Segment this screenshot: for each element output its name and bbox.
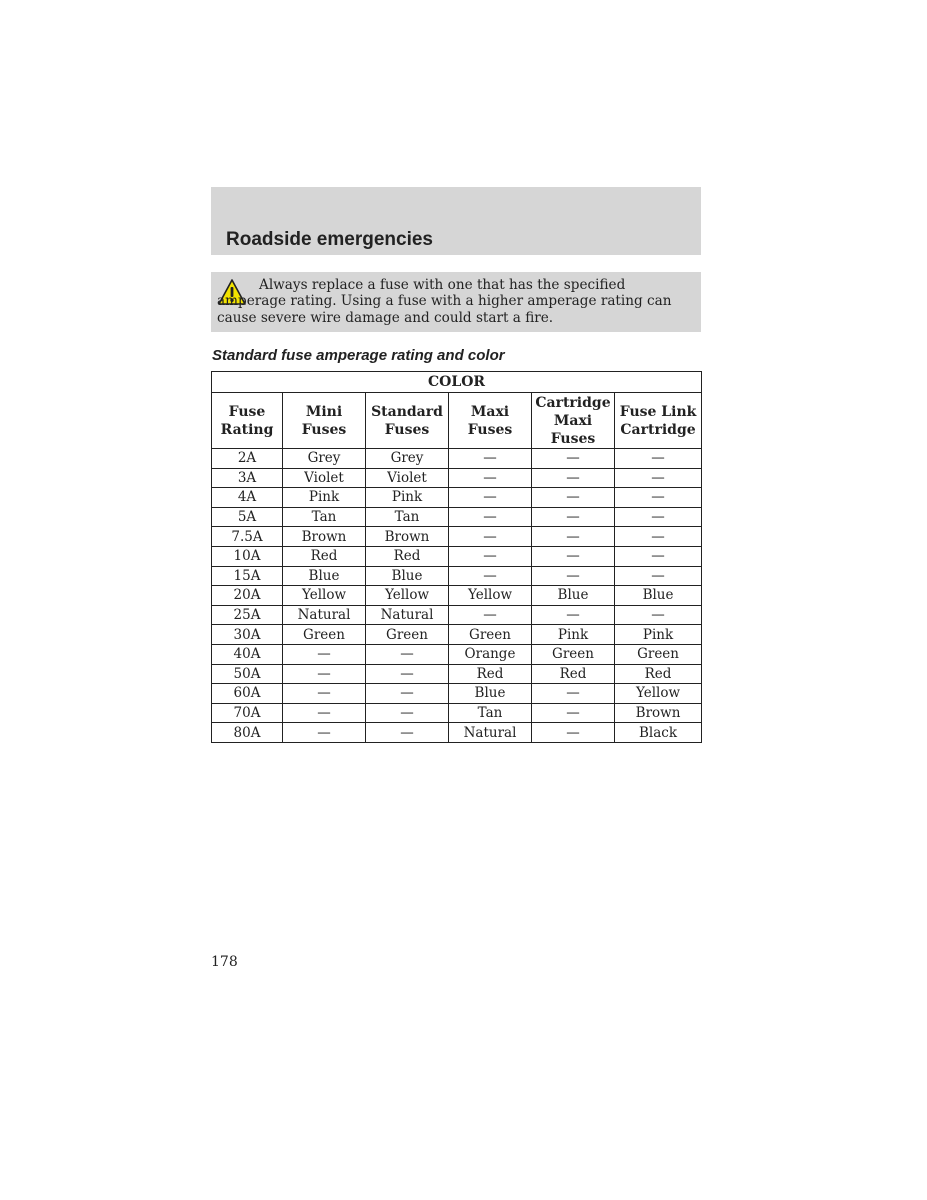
table-cell: Red xyxy=(366,546,449,566)
table-cell: Grey xyxy=(283,449,366,469)
table-row xyxy=(212,586,702,606)
table-cell: Black xyxy=(615,723,702,743)
table-row xyxy=(212,566,702,586)
table-cell: Grey xyxy=(366,449,449,469)
warning-text: Always replace a fuse with one that has the specified amperage rating. Using a fuse with a higher amperage rating can cause severe wire damage and could start a fire. xyxy=(217,277,672,326)
table-cell: Red xyxy=(615,664,702,684)
column-header-line: Fuses xyxy=(384,421,430,438)
table-cell: Yellow xyxy=(449,586,532,606)
table-cell: — xyxy=(366,723,449,743)
table-cell: — xyxy=(283,684,366,704)
table-cell: Green xyxy=(449,625,532,645)
table-cell: 3A xyxy=(212,468,283,488)
table-cell: — xyxy=(532,566,615,586)
table-cell: 70A xyxy=(212,703,283,723)
table-cell: Natural xyxy=(366,605,449,625)
table-cell: 25A xyxy=(212,605,283,625)
table-cell: Yellow xyxy=(615,684,702,704)
column-header-line: Fuse xyxy=(228,403,266,420)
table-row xyxy=(212,684,702,704)
page-number: 178 xyxy=(211,954,238,970)
table-cell: — xyxy=(615,566,702,586)
section-title: Roadside emergencies xyxy=(226,229,433,250)
table-cell: Blue xyxy=(532,586,615,606)
table-cell: — xyxy=(449,605,532,625)
table-cell: Red xyxy=(532,664,615,684)
table-cell: Orange xyxy=(449,644,532,664)
table-cell: Pink xyxy=(615,625,702,645)
table-cell: Brown xyxy=(283,527,366,547)
table-caption: Standard fuse amperage rating and color xyxy=(212,347,505,364)
table-cell: — xyxy=(449,546,532,566)
color-group-header: COLOR xyxy=(212,372,702,393)
table-cell: Pink xyxy=(283,488,366,508)
table-row xyxy=(212,605,702,625)
table-row xyxy=(212,527,702,547)
column-header-line: Cartridge xyxy=(535,394,611,411)
table-cell: Green xyxy=(532,644,615,664)
table-row xyxy=(212,723,702,743)
table-cell: — xyxy=(532,684,615,704)
table-cell: — xyxy=(449,488,532,508)
table-cell: — xyxy=(449,449,532,469)
column-header-line: Cartridge xyxy=(620,421,696,438)
table-cell: — xyxy=(283,644,366,664)
table-cell: — xyxy=(366,664,449,684)
table-cell: 80A xyxy=(212,723,283,743)
table-cell: — xyxy=(449,527,532,547)
section-header-band xyxy=(211,187,701,255)
table-cell: — xyxy=(615,449,702,469)
table-row xyxy=(212,644,702,664)
column-header xyxy=(212,393,283,449)
table-cell: — xyxy=(532,723,615,743)
column-header xyxy=(615,393,702,449)
column-header xyxy=(449,393,532,449)
table-cell: — xyxy=(615,507,702,527)
table-cell: — xyxy=(532,546,615,566)
table-cell: Natural xyxy=(283,605,366,625)
table-cell: Green xyxy=(283,625,366,645)
table-cell: 5A xyxy=(212,507,283,527)
table-cell: 30A xyxy=(212,625,283,645)
table-cell: 10A xyxy=(212,546,283,566)
table-cell: Tan xyxy=(366,507,449,527)
table-row xyxy=(212,664,702,684)
column-header xyxy=(366,393,449,449)
table-cell: 50A xyxy=(212,664,283,684)
table-cell: — xyxy=(449,507,532,527)
table-cell: Pink xyxy=(532,625,615,645)
table-cell: — xyxy=(366,703,449,723)
table-cell: Tan xyxy=(283,507,366,527)
table-cell: 2A xyxy=(212,449,283,469)
table-cell: — xyxy=(366,644,449,664)
table-cell: — xyxy=(532,507,615,527)
table-cell: — xyxy=(283,703,366,723)
table-cell: — xyxy=(366,684,449,704)
table-cell: Blue xyxy=(449,684,532,704)
table-row xyxy=(212,546,702,566)
table-cell: — xyxy=(615,605,702,625)
table-cell: Violet xyxy=(366,468,449,488)
table-cell: 20A xyxy=(212,586,283,606)
column-header xyxy=(283,393,366,449)
table-cell: Green xyxy=(615,644,702,664)
table-cell: Blue xyxy=(615,586,702,606)
table-cell: — xyxy=(449,566,532,586)
table-cell: — xyxy=(532,488,615,508)
table-cell: 15A xyxy=(212,566,283,586)
fuse-table-body xyxy=(212,449,702,743)
table-cell: 7.5A xyxy=(212,527,283,547)
table-cell: 60A xyxy=(212,684,283,704)
column-header-line: Mini xyxy=(305,403,343,420)
table-row xyxy=(212,625,702,645)
column-header-line: Fuses xyxy=(467,421,513,438)
table-cell: Pink xyxy=(366,488,449,508)
table-cell: Natural xyxy=(449,723,532,743)
table-cell: Blue xyxy=(366,566,449,586)
table-row xyxy=(212,488,702,508)
column-header-line: Fuse Link xyxy=(619,403,697,420)
table-cell: — xyxy=(283,723,366,743)
column-header xyxy=(532,393,615,449)
table-cell: — xyxy=(532,527,615,547)
warning-box xyxy=(211,272,701,332)
table-cell: Red xyxy=(449,664,532,684)
table-cell: Tan xyxy=(449,703,532,723)
table-cell: Brown xyxy=(615,703,702,723)
table-cell: — xyxy=(532,468,615,488)
column-header-row xyxy=(212,393,702,449)
table-cell: — xyxy=(449,468,532,488)
table-cell: — xyxy=(532,605,615,625)
table-row xyxy=(212,449,702,469)
table-cell: Green xyxy=(366,625,449,645)
table-cell: — xyxy=(283,664,366,684)
column-header-line: Fuses xyxy=(301,421,347,438)
column-header-line: Rating xyxy=(220,421,274,438)
table-row xyxy=(212,703,702,723)
table-cell: Red xyxy=(283,546,366,566)
table-cell: Yellow xyxy=(366,586,449,606)
table-row xyxy=(212,507,702,527)
table-cell: Brown xyxy=(366,527,449,547)
column-header-line: Maxi xyxy=(470,403,510,420)
column-header-line: Maxi xyxy=(553,412,593,429)
table-cell: — xyxy=(615,546,702,566)
table-cell: Yellow xyxy=(283,586,366,606)
column-header-line: Fuses xyxy=(550,430,596,447)
table-row xyxy=(212,468,702,488)
table-cell: Violet xyxy=(283,468,366,488)
table-cell: — xyxy=(615,488,702,508)
table-cell: — xyxy=(532,449,615,469)
table-cell: Blue xyxy=(283,566,366,586)
table-cell: 4A xyxy=(212,488,283,508)
column-header-line: Standard xyxy=(371,403,443,420)
table-cell: 40A xyxy=(212,644,283,664)
table-cell: — xyxy=(615,527,702,547)
table-cell: — xyxy=(532,703,615,723)
table-cell: — xyxy=(615,468,702,488)
fuse-color-table xyxy=(211,371,702,743)
